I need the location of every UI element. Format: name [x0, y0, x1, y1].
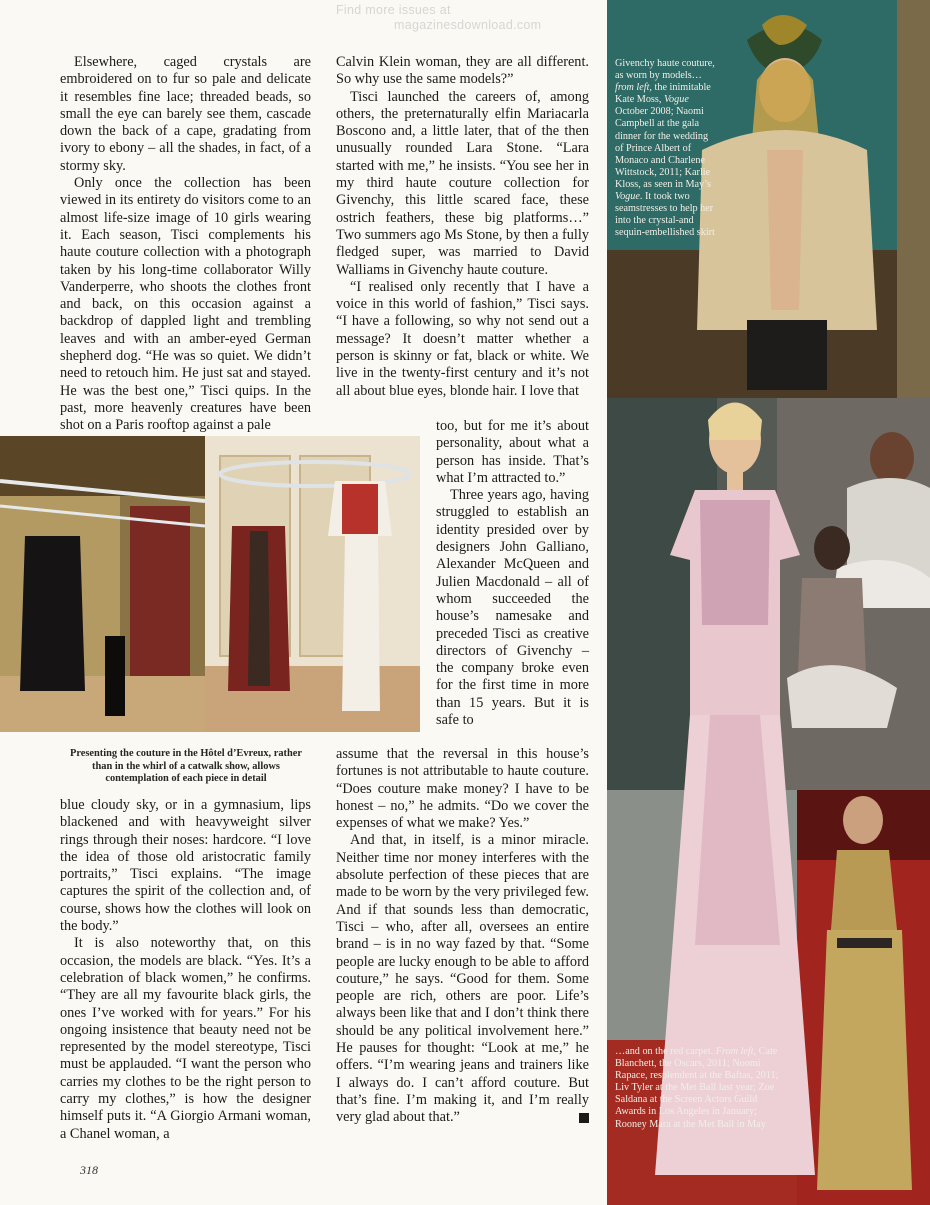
paragraph: too, but for me it’s about personality, about what a person has inside. That’s what I’m attracted to.”: [436, 418, 589, 486]
column-2-narrow: [436, 418, 589, 729]
watermark-line-1: Find more issues at: [336, 3, 451, 17]
column-2-bottom: [336, 746, 589, 1127]
page-number: 318: [80, 1163, 98, 1177]
end-mark-icon: [579, 1113, 589, 1123]
column-2-top: [336, 54, 589, 400]
caption-from-left: From left,: [715, 1046, 757, 1057]
caption-text: the inimitable Kate Moss,: [615, 82, 711, 106]
watermark-line-2: magazinesdownload.com: [394, 18, 542, 32]
caption-text: . It took two seamstresses to help her into the crystal-and sequin-embellished skirt: [615, 191, 715, 239]
caption-lead: Givenchy haute couture, as worn by models…: [615, 58, 715, 82]
paragraph: Only once the collection has been viewed in its entirety do visitors come to an almost life-size image of 10 girls wearing it. Each season, Tisci complements his haute couture collection with a photograph taken by his long-time collaborator Willy Vanderperre, who shoots the clothes front and back, on this occasion against a backdrop of dappled light and trembling leaves and with an amber-eyed German shepherd dog. “He was so quiet. We didn’t need to retouch him. He just sat and stayed. He was the best one,” Tisci quips. In the past, more heavenly creatures have been shot on a Paris rooftop against a pale: [60, 175, 311, 434]
paragraph-text: And that, in itself, is a minor miracle. Neither time nor money interferes with the absolute perfection of these pieces that are made to be worn by the very privileged few. And if that sounds less than democratic, Tisci – who, after all, oversees an entire brand – is in no way fazed by that. “Some people are lucky enough to be able to afford couture,” he says. “Good for them. Some people are rich, others are poor. Life’s always been like that and I don’t think there should be any political involvement here.” He pauses for thought: “Look at me,” he offers. “I’m wearing jeans and trainers like I always do. I can’t afford couture. But that’s fine. I’m making it, and I’m really very glad about that.”: [336, 832, 589, 1126]
caption-from-left: from left,: [615, 82, 652, 94]
caption-magazine: Vogue: [615, 191, 640, 203]
paragraph: Tisci launched the careers of, among others, the preternaturally elfin Mariacarla Boscono and, a little later, that of the then unusually rounded Lara Stone. “Lara started with me,” he insists. “You see her in my third haute couture collection for Givenchy, this little scared face, these ostrich feathers, these big platforms…” Two summers ago Ms Stone, by then a fully fledged super, was married to David Walliams in Givenchy haute couture.: [336, 88, 589, 278]
paragraph: “I realised only recently that I have a voice in this world of fashion,” Tisci says. “I have a following, so why not send out a message? It doesn’t matter whether a person is skinny or fat, black or white. We live in the twenty-first century and it’s not all about blue eyes, blonde hair. I love that: [336, 278, 589, 399]
column-1-top: [60, 54, 311, 435]
paragraph: assume that the reversal in this house’s fortunes is not attributable to haute couture. “Does couture make money? I have to be honest – no,” he admits. “Do we cover the expenses of what we make? Yes.”: [336, 746, 589, 832]
paragraph: It is also noteworthy that, on this occasion, the models are black. “Yes. It’s a celebration of black women,” he confirms. “They are all my favourite black girls, the ones I’ve worked with for years.” For his ongoing insistence that beauty need not be represented by the model stereotype, Tisci must be applauded. “I want the person who carries my clothes to be the right person to carry my clothes,” is how the designer himself puts it. “A Giorgio Armani woman, a Chanel woman, a: [60, 935, 311, 1142]
top-photo-caption: [615, 58, 719, 239]
caption-text: Cate Blanchett, the Oscars, 2011; Noomi Rapace, resplendent at the Baftas, 2011; Liv Tyler at the Met Ball last year; Zoe Saldana at the Screen Actors Guild Awards in Los Angeles in January; Rooney Mara at the Met Ball in May: [615, 1046, 779, 1130]
caption-magazine: Vogue: [663, 94, 689, 106]
paragraph: Calvin Klein woman, they are all different. So why use the same models?”: [336, 54, 589, 88]
bottom-photo-caption: [615, 1046, 785, 1131]
column-1-bottom: [60, 797, 311, 1143]
paragraph: blue cloudy sky, or in a gymnasium, lips blackened and with heavyweight silver rings through their noses: hardcore. “I love the idea of those old aristocratic family portraits,” Tisci explains. “The image captures the spirit of the collection and, of course, shows how the clothes will look on the body.”: [60, 797, 311, 935]
paragraph: [336, 832, 589, 1126]
caption-text: October 2008; Naomi Campbell at the gala dinner for the wedding of Prince Albert of Monaco and Charlene Wittstock, 2011; Karlie Kloss, as seen in May’s: [615, 106, 711, 190]
paragraph: Three years ago, having struggled to establish an identity presided over by designers John Galliano, Alexander McQueen and Julien Macdonald – all of whom succeeded the house’s namesake and preceded Tisci as creative directors of Givenchy – the company broke even for the first time in more than 15 years. But it is safe to: [436, 487, 589, 729]
main-photo-caption: Presenting the couture in the Hôtel d’Evreux, rather than in the whirl of a catwalk show, allows contemplation of each piece in detail: [69, 748, 303, 784]
watermark: [336, 3, 606, 33]
caption-lead: …and on the red carpet.: [615, 1046, 716, 1057]
paragraph: Elsewhere, caged crystals are embroidered on to fur so pale and delicate it resembles fine lace; threaded beads, so small the eye can barely see them, cascade down the back of a cape, gradating from ivory to ebony – all the shades, in fact, of a stormy sky.: [60, 54, 311, 174]
exhibition-interior-photo: [0, 436, 420, 732]
